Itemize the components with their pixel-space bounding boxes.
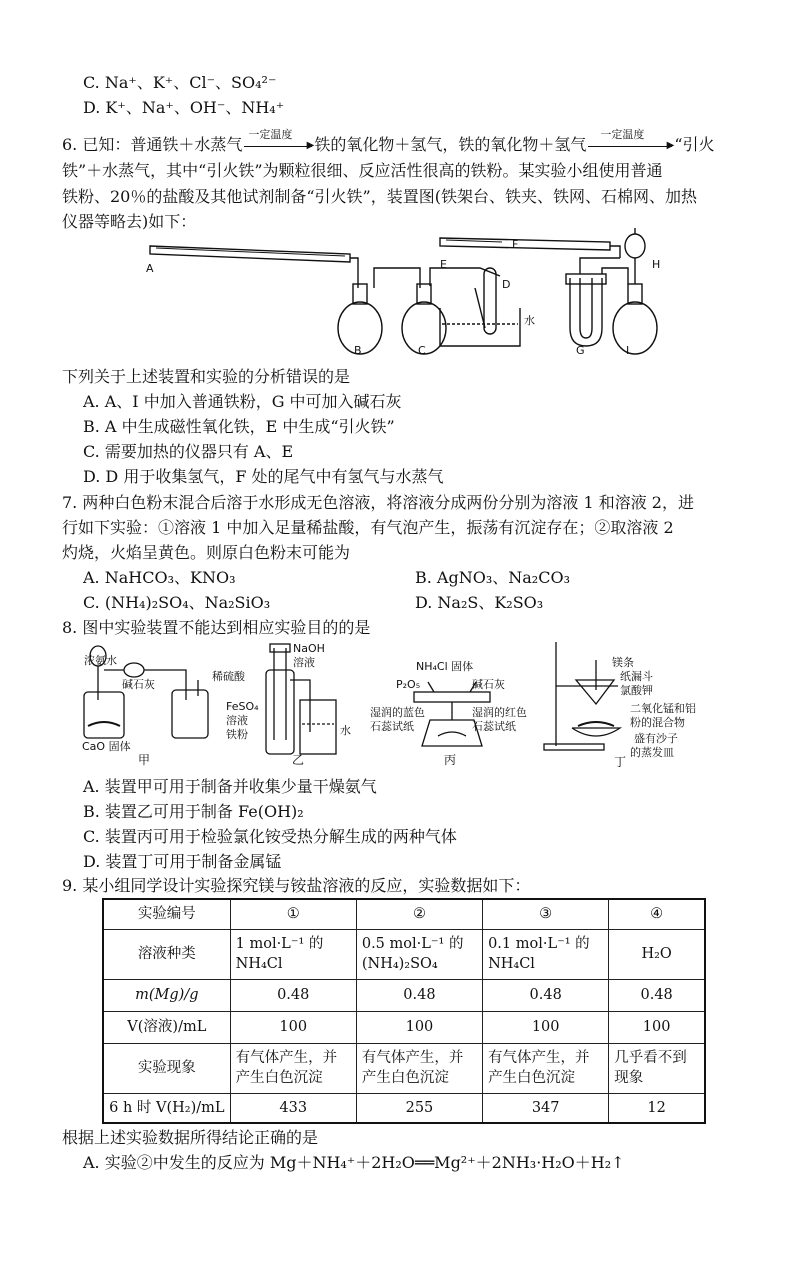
q9-line1: 9. 某小组同学设计实验探究镁与铵盐溶液的反应，实验数据如下： (62, 876, 531, 895)
table-cell: 有气体产生，并产生白色沉淀 (356, 1043, 482, 1093)
yi-label-5: 溶液 (226, 714, 248, 727)
yi-label-1: NaOH (293, 642, 325, 655)
table-cell: 433 (230, 1093, 356, 1123)
bing-label-3: 碱石灰 (472, 678, 505, 691)
ding-label-6: 盛有沙子 (634, 732, 678, 745)
q7-option-d: D. Na₂S、K₂SO₃ (415, 593, 544, 612)
table-cell: 有气体产生，并产生白色沉淀 (483, 1043, 609, 1093)
ding-label-1: 镁条 (612, 656, 634, 669)
yi-name: 乙 (292, 753, 305, 767)
bing-name: 丙 (444, 753, 457, 767)
table-cell: 255 (356, 1093, 482, 1123)
jia-name: 甲 (138, 753, 151, 767)
table-row (103, 979, 705, 1011)
reaction-arrow: 一定温度 ▶ (242, 134, 314, 156)
q6-line1-part-c: “引火 (674, 135, 715, 154)
table-cell: 100 (609, 1011, 705, 1043)
q6-line3: 铁粉、20％的盐酸及其他试剂制备“引火铁”，装置图(铁架台、铁夹、铁网、石棉网、加热 (62, 187, 697, 206)
label-water: 水 (524, 314, 535, 327)
label-i: I (626, 344, 630, 357)
jia-label-2: 碱石灰 (122, 678, 155, 691)
bing-label-6: 湿润的红色 (472, 706, 527, 719)
label-e: E (440, 258, 447, 271)
table-cell: 0.5 mol·L⁻¹ 的(NH₄)₂SO₄ (356, 929, 482, 979)
yi-label-2: 溶液 (293, 656, 315, 669)
table-row (103, 1043, 705, 1093)
ding-label-4: 二氧化锰和铝 (630, 702, 696, 715)
table-cell: ④ (609, 899, 705, 929)
q6-apparatus-figure (140, 228, 680, 360)
label-f: F (512, 238, 519, 251)
q5-option-c: C. Na⁺、K⁺、Cl⁻、SO₄²⁻ (83, 73, 277, 92)
ding-name: 丁 (614, 755, 627, 769)
bing-label-1: NH₄Cl 固体 (416, 660, 474, 673)
table-cell: H₂O (609, 929, 705, 979)
q6-option-c: C. 需要加热的仪器只有 A、E (83, 442, 294, 461)
q9-data-table (102, 898, 706, 1124)
ding-label-3: 氯酸钾 (620, 684, 653, 697)
q8-option-c: C. 装置丙可用于检验氯化铵受热分解生成的两种气体 (83, 827, 457, 846)
q7-line2: 行如下实验：①溶液 1 中加入足量稀盐酸，有气泡产生，振荡有沉淀存在；②取溶液 2 (62, 518, 674, 537)
table-cell: 0.1 mol·L⁻¹ 的 NH₄Cl (483, 929, 609, 979)
q8-line1: 8. 图中实验装置不能达到相应实验目的的是 (62, 618, 371, 637)
table-cell: 实验编号 (103, 899, 230, 929)
q8-option-a: A. 装置甲可用于制备并收集少量干燥氨气 (83, 777, 377, 796)
q7-option-c: C. (NH₄)₂SO₄、Na₂SiO₃ (83, 593, 271, 612)
table-row (103, 1093, 705, 1123)
q6-stem: 下列关于上述装置和实验的分析错误的是 (62, 367, 351, 386)
bing-label-4: 湿润的蓝色 (370, 706, 425, 719)
table-cell: ③ (483, 899, 609, 929)
ding-label-7: 的蒸发皿 (630, 746, 674, 759)
q9-stem: 根据上述实验数据所得结论正确的是 (62, 1128, 319, 1147)
apparatus-ding (544, 642, 620, 750)
arrow-condition: 一定温度 (248, 128, 293, 141)
yi-label-3: 稀硫酸 (212, 670, 245, 683)
table-cell: 1 mol·L⁻¹ 的 NH₄Cl (230, 929, 356, 979)
ding-label-2: 纸漏斗 (620, 670, 653, 683)
q6-option-b: B. A 中生成磁性氧化铁，E 中生成“引火铁” (83, 417, 395, 436)
arrow-condition-2: 一定温度 (600, 128, 645, 141)
table-cell: m(Mg)/g (103, 979, 230, 1011)
table-row (103, 899, 705, 929)
label-b: B (354, 344, 362, 357)
table-cell: 有气体产生，并产生白色沉淀 (230, 1043, 356, 1093)
table-cell: 几乎看不到现象 (609, 1043, 705, 1093)
bing-label-5: 石蕊试纸 (370, 720, 414, 733)
table-row (103, 929, 705, 979)
table-cell: 12 (609, 1093, 705, 1123)
bing-label-7: 石蕊试纸 (472, 720, 516, 733)
table-cell: 347 (483, 1093, 609, 1123)
ding-label-5: 粉的混合物 (630, 716, 685, 729)
q6-line1 (62, 128, 715, 156)
q7-line3: 灼烧，火焰呈黄色。则原白色粉末可能为 (62, 543, 351, 562)
table-cell: 0.48 (356, 979, 482, 1011)
q6-option-a: A. A、I 中加入普通铁粉，G 中可加入碱石灰 (83, 392, 402, 411)
jia-label-1: 浓氨水 (84, 654, 117, 667)
table-cell: 0.48 (483, 979, 609, 1011)
q7-line1: 7. 两种白色粉末混合后溶于水形成无色溶液，将溶液分成两份分别为溶液 1 和溶液 2，进 (62, 493, 694, 512)
label-h: H (652, 258, 661, 271)
bing-label-2: P₂O₅ (396, 678, 421, 691)
q8-option-d: D. 装置丁可用于制备金属锰 (83, 852, 282, 871)
label-g: G (576, 344, 585, 357)
table-cell: 实验现象 (103, 1043, 230, 1093)
q7-option-a: A. NaHCO₃、KNO₃ (83, 568, 236, 587)
yi-label-4: FeSO₄ (226, 700, 259, 713)
q6-line1-part-b: 铁的氧化物＋氢气，铁的氧化物＋氢气 (314, 135, 587, 154)
label-c: C (418, 344, 426, 357)
table-cell: V(溶液)/mL (103, 1011, 230, 1043)
q9-option-a: A. 实验②中发生的反应为 Mg＋NH₄⁺＋2H₂O══Mg²⁺＋2NH₃·H₂O＋H₂↑ (83, 1153, 625, 1172)
jia-label-3: CaO 固体 (82, 740, 131, 753)
q7-option-b: B. AgNO₃、Na₂CO₃ (415, 568, 570, 587)
table-cell: 0.48 (230, 979, 356, 1011)
table-cell: 溶液种类 (103, 929, 230, 979)
table-cell: 0.48 (609, 979, 705, 1011)
table-cell: 100 (483, 1011, 609, 1043)
q8-option-b: B. 装置乙可用于制备 Fe(OH)₂ (83, 802, 304, 821)
q6-line2: 铁”＋水蒸气，其中“引火铁”为颗粒很细、反应活性很高的铁粉。某实验小组使用普通 (62, 161, 663, 180)
table-cell: 100 (230, 1011, 356, 1043)
table-row (103, 1011, 705, 1043)
yi-label-6: 铁粉 (226, 728, 248, 741)
table-cell: 6 h 时 V(H₂)/mL (103, 1093, 230, 1123)
label-d: D (502, 278, 511, 291)
label-a: A (146, 262, 154, 275)
q5-option-d: D. K⁺、Na⁺、OH⁻、NH₄⁺ (83, 98, 285, 117)
q8-apparatus-figures (78, 640, 728, 770)
q6-line4: 仪器等略去)如下： (62, 212, 197, 231)
table-cell: ① (230, 899, 356, 929)
q6-line1-part-a: 6. 已知：普通铁＋水蒸气 (62, 135, 243, 154)
table-cell: 100 (356, 1011, 482, 1043)
reaction-arrow-2: 一定温度 ▶ (586, 134, 674, 156)
q6-option-d: D. D 用于收集氢气，F 处的尾气中有氢气与水蒸气 (83, 467, 444, 486)
table-cell: ② (356, 899, 482, 929)
yi-label-7: 水 (340, 724, 351, 737)
